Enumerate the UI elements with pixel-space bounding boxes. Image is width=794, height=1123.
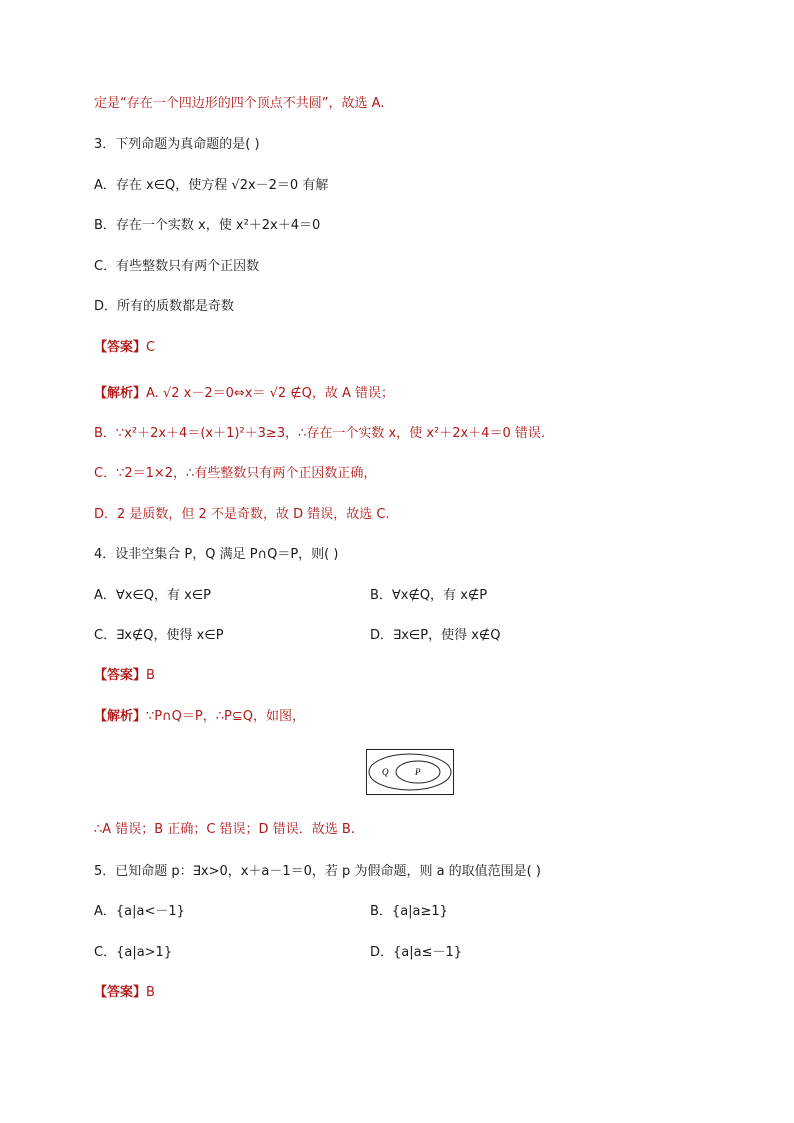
answer-tag: 【答案】 <box>94 985 147 1000</box>
q4-option-b: B．∀x∉Q，有 x∉P <box>370 588 488 603</box>
q3-explain-b: B．∵x²＋2x＋4＝(x＋1)²＋3≥3，∴存在一个实数 x，使 x²＋2x＋4＝0 错误. <box>94 426 545 441</box>
q4-option-c: C．∃x∉Q，使得 x∈P <box>94 628 224 643</box>
q4-analysis <box>94 708 305 726</box>
q3-explain-c: C．∵2＝1×2，∴有些整数只有两个正因数正确， <box>94 466 377 481</box>
q3-option-a: A．存在 x∈Q，使方程 √2x－2＝0 有解 <box>94 178 329 193</box>
q5-stem: 5．已知命题 p：∃x>0，x＋a－1＝0，若 p 为假命题，则 a 的取值范围是( ) <box>94 864 541 879</box>
answer-tag: 【答案】 <box>94 668 147 683</box>
q3-answer <box>94 339 155 357</box>
q4-explain-end: ∴A 错误；B 正确；C 错误；D 错误．故选 B. <box>94 822 355 837</box>
answer-value: B <box>146 668 155 683</box>
q5-option-d: D．{a|a≤－1} <box>370 945 463 960</box>
q5-option-b: B．{a|a≥1} <box>370 904 448 919</box>
q3-stem: 3．下列命题为真命题的是( ) <box>94 137 260 152</box>
q4-answer <box>94 667 155 685</box>
q4-option-d: D．∃x∈P，使得 x∉Q <box>370 628 501 643</box>
q4-option-a: A．∀x∈Q，有 x∈P <box>94 588 212 603</box>
line-prev-conclusion: 定是“存在一个四边形的四个顶点不共圆”，故选 A. <box>94 96 385 111</box>
answer-value: C <box>146 340 156 355</box>
venn-diagram <box>366 749 454 795</box>
q5-answer <box>94 984 155 1002</box>
q3-option-d: D．所有的质数都是奇数 <box>94 299 235 314</box>
answer-value: B <box>146 985 155 1000</box>
venn-label-q: Q <box>382 767 389 777</box>
q3-explain-d: D．2 是质数，但 2 不是奇数，故 D 错误，故选 C. <box>94 507 390 522</box>
answer-tag: 【答案】 <box>94 340 147 355</box>
q3-option-b: B．存在一个实数 x，使 x²＋2x＋4＝0 <box>94 218 321 233</box>
q5-option-a: A．{a|a<－1} <box>94 904 185 919</box>
analysis-text: A. √2 x－2＝0⇔x＝ √2 ∉Q，故 A 错误； <box>146 386 394 401</box>
q3-option-c: C．有些整数只有两个正因数 <box>94 259 260 274</box>
q5-option-c: C．{a|a>1} <box>94 945 173 960</box>
q3-analysis <box>94 385 394 403</box>
venn-label-p: P <box>415 767 421 777</box>
q4-stem: 4．设非空集合 P，Q 满足 P∩Q＝P，则( ) <box>94 547 339 562</box>
analysis-tag: 【解析】 <box>94 386 147 401</box>
analysis-tag: 【解析】 <box>94 709 147 724</box>
analysis-text: ∵P∩Q＝P，∴P⊆Q，如图， <box>146 709 305 724</box>
